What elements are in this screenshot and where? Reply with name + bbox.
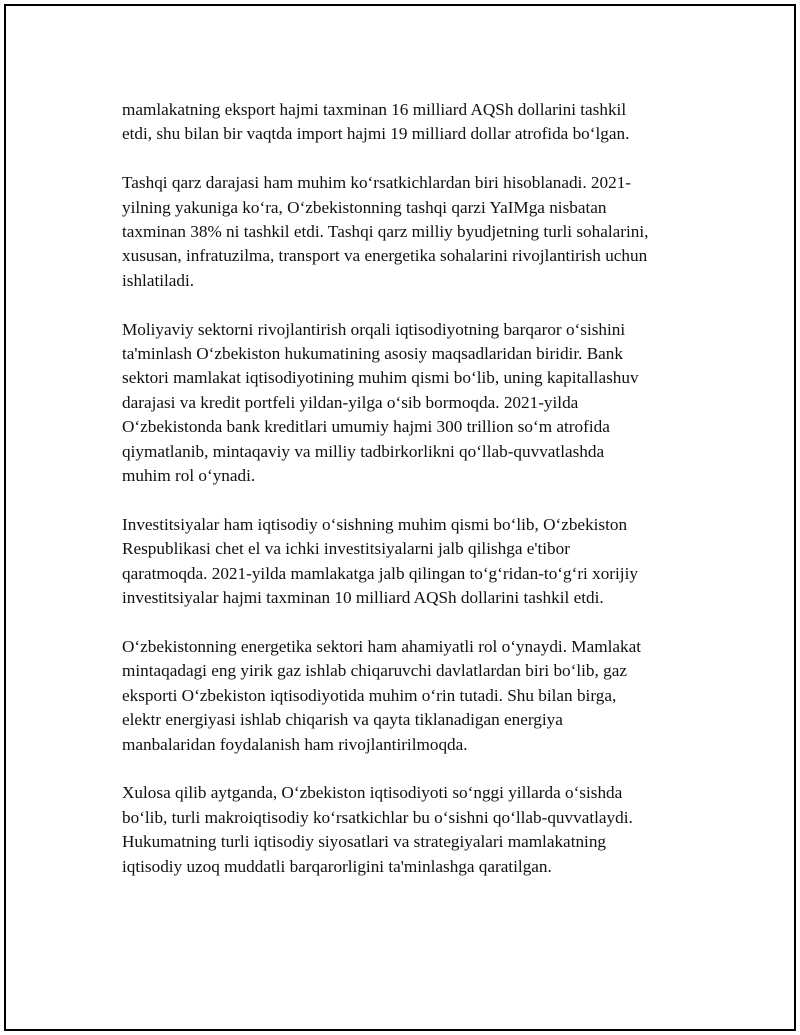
paragraph-financial-sector: Moliyaviy sektorni rivojlantirish orqali iqtisodiyotning barqaror o‘sishini ta'minlash O‘zbekiston hukumatining asosiy maqsadlaridan biridir. Bank sektori mamlakat iqtisodiyotining muhim qismi bo‘lib, uning kapitallashuv darajasi va kredit portfeli yildan-yilga o‘sib bormoqda. 2021-yilda O‘zbekistonda bank kreditlari umumiy hajmi 300 trillion so‘m atrofida qiymatlanib, mintaqaviy va milliy tadbirkorlikni qo‘llab-quvvatlashda muhim rol o‘ynadi. [122, 319, 639, 486]
paragraph-investments: Investitsiyalar ham iqtisodiy o‘sishning muhim qismi bo‘lib, O‘zbekiston Respublikasi chet el va ichki investitsiyalarni jalb qilishga e'tibor qaratmoqda. 2021-yilda mamlakatga jalb qilingan to‘g‘ridan-to‘g‘ri xorijiy investitsiyalar hajmi taxminan 10 milliard AQSh dollarini tashkil etdi. [122, 514, 638, 608]
paragraph-export-import: mamlakatning eksport hajmi taxminan 16 milliard AQSh dollarini tashkil etdi, shu bilan bir vaqtda import hajmi 19 milliard dollar atrofida bo‘lgan. [122, 100, 630, 144]
paragraph-external-debt: Tashqi qarz darajasi ham muhim ko‘rsatkichlardan biri hisoblanadi. 2021- yilning yakuniga ko‘ra, O‘zbekistonning tashqi qarzi YaIMga nisbatan taxminan 38% ni tashkil etdi. Tashqi qarz milliy byudjetning turli sohalarini, xususan, infratuzilma, transport va energetika sohalarini rivojlantirish uchun ishlatiladi. [122, 173, 649, 290]
page-frame [4, 4, 796, 1031]
paragraph-energy-sector: O‘zbekistonning energetika sektori ham ahamiyatli rol o‘ynaydi. Mamlakat mintaqadagi eng yirik gaz ishlab chiqaruvchi davlatlardan biri bo‘lib, gaz eksporti O‘zbekiston iqtisodiyotida muhim o‘rin tutadi. Shu bilan birga, elektr energiyasi ishlab chiqarish va qayta tiklanadigan energiya manbalaridan foydalanish ham rivojlantirilmoqda. [122, 636, 641, 754]
document-body [122, 98, 702, 903]
paragraph-conclusion: Xulosa qilib aytganda, O‘zbekiston iqtisodiyoti so‘nggi yillarda o‘sishda bo‘lib, turli makroiqtisodiy ko‘rsatkichlar bu o‘sishni qo‘llab-quvvatlaydi. Hukumatning turli iqtisodiy siyosatlari va strategiyalari mamlakatning iqtisodiy uzoq muddatli barqarorligini ta'minlashga qaratilgan. [122, 783, 633, 876]
